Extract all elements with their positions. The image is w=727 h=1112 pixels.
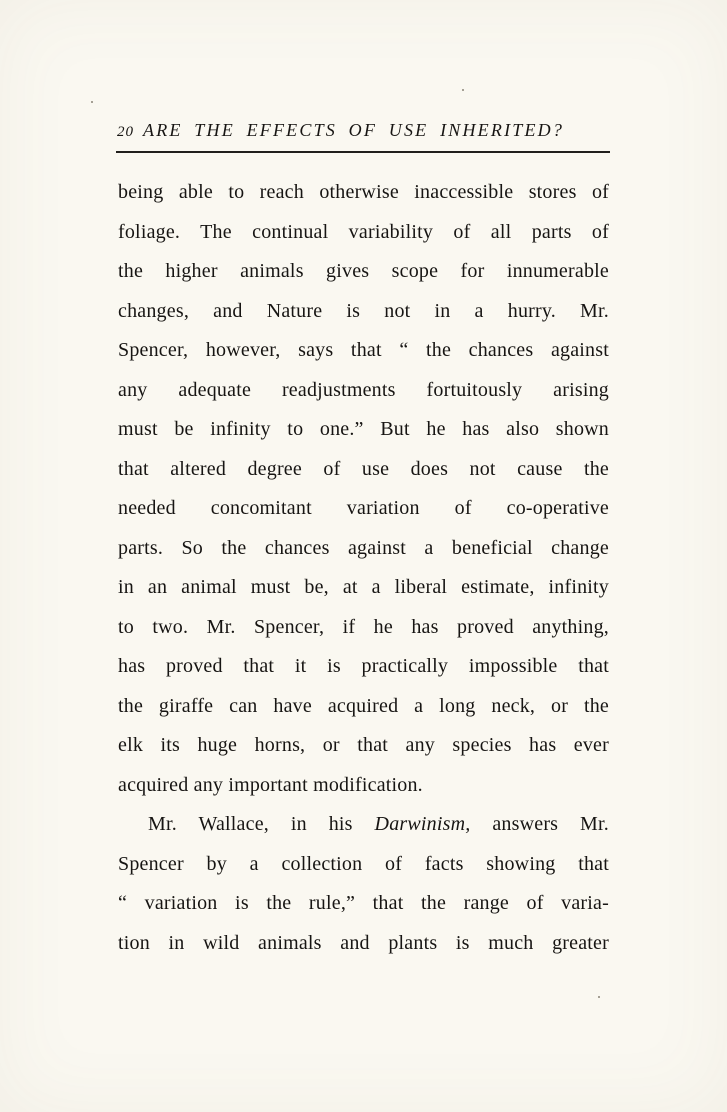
text-line — [118, 252, 609, 292]
paragraph — [118, 173, 609, 805]
page-body — [118, 173, 609, 963]
text-segment: any adequate readjustments fortuitously arising — [118, 378, 609, 401]
text-line — [118, 489, 609, 529]
text-segment: has proved that it is practically impossible that — [118, 655, 609, 677]
text-segment: acquired any important modification. — [118, 773, 423, 796]
page-number: 20 — [117, 124, 134, 140]
text-line — [118, 410, 609, 450]
text-segment: must be infinity to one.” But he has also shown — [118, 418, 609, 440]
running-title: ARE THE EFFECTS OF USE INHERITED? — [143, 120, 565, 140]
text-line — [118, 924, 609, 964]
paragraph — [118, 805, 609, 963]
text-segment: foliage. The continual variability of all parts of — [118, 220, 609, 243]
text-segment: the giraffe can have acquired a long neck, or the — [118, 694, 609, 717]
text-line — [118, 450, 609, 490]
text-line — [118, 766, 609, 806]
text-segment: Spencer by a collection of facts showing that — [118, 852, 609, 875]
text-line — [118, 726, 609, 766]
text-segment: that altered degree of use does not cause the — [118, 457, 609, 480]
text-line — [118, 173, 609, 213]
text-segment: the higher animals gives scope for innumerable — [118, 260, 609, 282]
text-segment: Spencer, however, says that “ the chances against — [118, 339, 609, 361]
text-line — [118, 529, 609, 569]
italic-text: Darwinism, — [374, 813, 471, 835]
text-line — [118, 845, 609, 885]
text-line — [118, 884, 609, 924]
text-segment: tion in wild animals and plants is much greater — [118, 931, 609, 954]
text-line — [118, 292, 609, 332]
header-rule — [116, 151, 610, 153]
text-line — [118, 213, 609, 253]
text-segment: parts. So the chances against a beneficial change — [118, 536, 609, 559]
text-segment: needed concomitant variation of co-operative — [118, 497, 609, 519]
text-segment: answers Mr. — [470, 813, 609, 835]
text-segment: Mr. Wallace, in his — [148, 813, 375, 835]
text-line — [118, 687, 609, 727]
text-line — [118, 371, 609, 411]
text-line — [118, 647, 609, 687]
text-segment: to two. Mr. Spencer, if he has proved anything, — [118, 615, 609, 638]
text-segment: in an animal must be, at a liberal estimate, infinity — [118, 576, 609, 598]
text-line — [118, 608, 609, 648]
text-line — [118, 805, 609, 845]
text-segment: elk its huge horns, or that any species has ever — [118, 734, 609, 756]
page-header — [117, 120, 610, 141]
scan-speck — [598, 996, 600, 998]
text-segment: changes, and Nature is not in a hurry. Mr. — [118, 299, 609, 322]
scan-speck — [91, 101, 93, 103]
text-line — [118, 331, 609, 371]
text-segment: “ variation is the rule,” that the range of varia- — [118, 892, 609, 914]
text-segment: being able to reach otherwise inaccessible stores of — [118, 181, 609, 203]
scan-speck — [462, 89, 464, 91]
text-line — [118, 568, 609, 608]
